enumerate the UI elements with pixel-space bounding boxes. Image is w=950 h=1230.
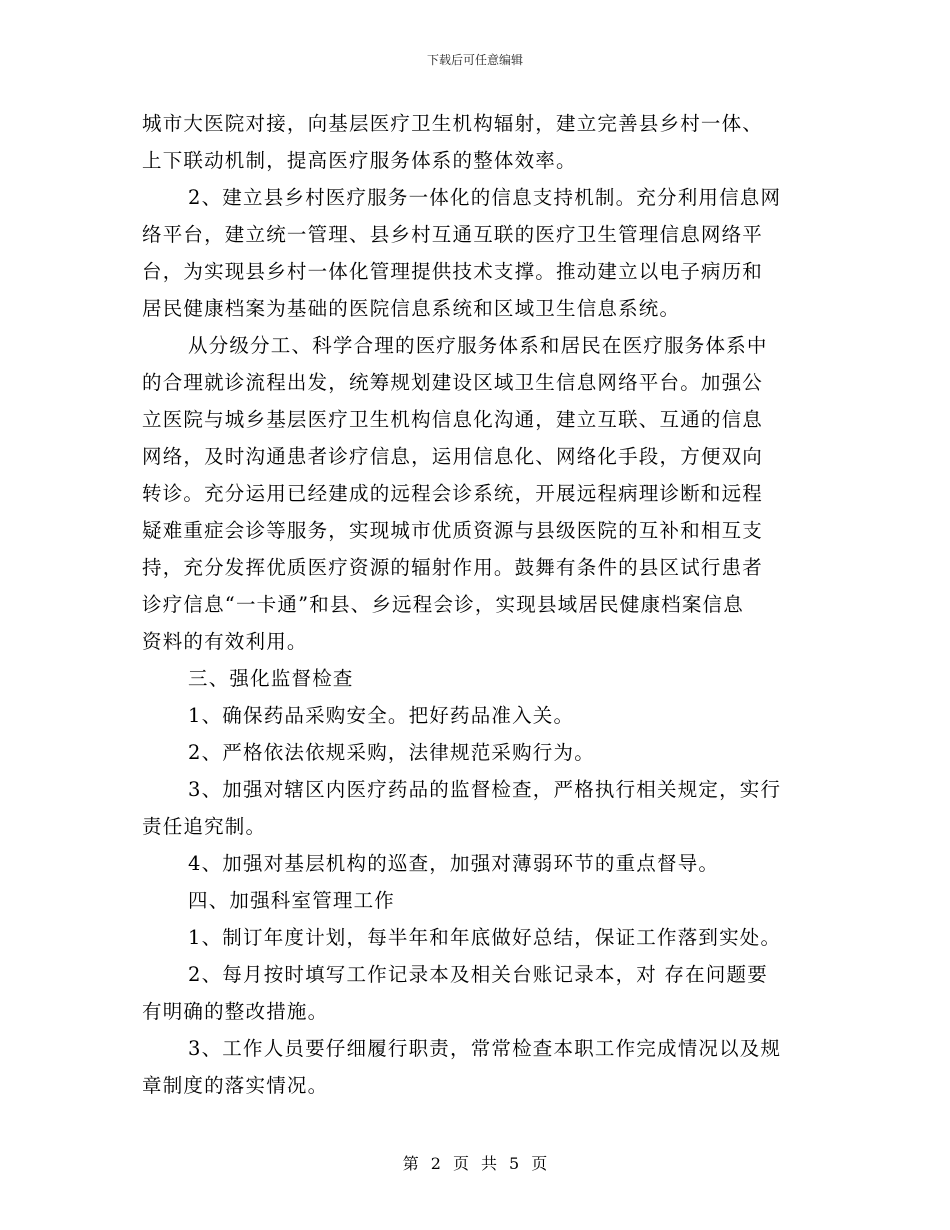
text-line: 章制度的落实情况。 (142, 1074, 329, 1097)
text-line: 网络，及时沟通患者诊疗信息，运用信息化、网络化手段，方便双向 (142, 445, 764, 468)
text-line: 络平台，建立统一管理、县乡村互通互联的医疗卫生管理信息网络平 (142, 223, 764, 246)
text-line: 城市大医院对接，向基层医疗卫生机构辐射，建立完善县乡村一体、 (142, 112, 764, 135)
text-line: 诊疗信息“一卡通”和县、乡远程会诊，实现县域居民健康档案信息 (142, 593, 744, 616)
text-line: 有明确的整改措施。 (142, 1000, 329, 1023)
footer-ye2: 页 (531, 1154, 548, 1173)
total-pages: 5 (509, 1154, 520, 1173)
text-line: 1、制订年度计划，每半年和年底做好总结，保证工作落到实处。 (188, 926, 782, 949)
footer-gong: 共 (481, 1154, 498, 1173)
text-line: 2、建立县乡村医疗服务一体化的信息支持机制。充分利用信息网 (188, 186, 782, 209)
text-line: 台，为实现县乡村一体化管理提供技术支撑。推动建立以电子病历和 (142, 260, 764, 283)
page-header: 下载后可任意编辑 (426, 53, 523, 67)
text-line: 3、加强对辖区内医疗药品的监督检查，严格执行相关规定，实行 (188, 778, 782, 801)
text-line: 转诊。充分运用已经建成的远程会诊系统，开展远程病理诊断和远程 (142, 482, 764, 505)
page-footer (0, 1154, 950, 1174)
page-number: 2 (430, 1154, 441, 1173)
section-heading: 四、加强科室管理工作 (188, 889, 396, 912)
text-line: 上下联动机制，提高医疗服务体系的整体效率。 (142, 149, 577, 172)
text-line: 2、严格依法依规采购，法律规范采购行为。 (188, 741, 595, 764)
text-line: 的合理就诊流程出发，统筹规划建设区域卫生信息网络平台。加强公 (142, 371, 764, 394)
text-line: 责任追究制。 (142, 815, 267, 838)
text-line: 3、工作人员要仔细履行职责，常常检查本职工作完成情况以及规 (188, 1037, 782, 1060)
text-line: 疑难重症会诊等服务，实现城市优质资源与县级医院的互补和相互支 (142, 519, 764, 542)
text-line: 1、确保药品采购安全。把好药品准入关。 (188, 704, 575, 727)
text-line: 4、加强对基层机构的巡查，加强对薄弱环节的重点督导。 (188, 852, 720, 875)
footer-ye: 页 (452, 1154, 469, 1173)
section-heading: 三、强化监督检查 (188, 667, 354, 690)
text-line: 2、每月按时填写工作记录本及相关台账记录本，对 存在问题要 (188, 963, 768, 986)
text-line: 资料的有效利用。 (142, 630, 308, 653)
text-line: 立医院与城乡基层医疗卫生机构信息化沟通，建立互联、互通的信息 (142, 408, 764, 431)
text-line: 从分级分工、科学合理的医疗服务体系和居民在医疗服务体系中 (188, 334, 768, 357)
document-body (142, 105, 807, 1104)
text-line: 持，充分发挥优质医疗资源的辐射作用。鼓舞有条件的县区试行患者 (142, 556, 764, 579)
text-line: 居民健康档案为基础的医院信息系统和区域卫生信息系统。 (142, 297, 681, 320)
footer-di: 第 (402, 1154, 419, 1173)
